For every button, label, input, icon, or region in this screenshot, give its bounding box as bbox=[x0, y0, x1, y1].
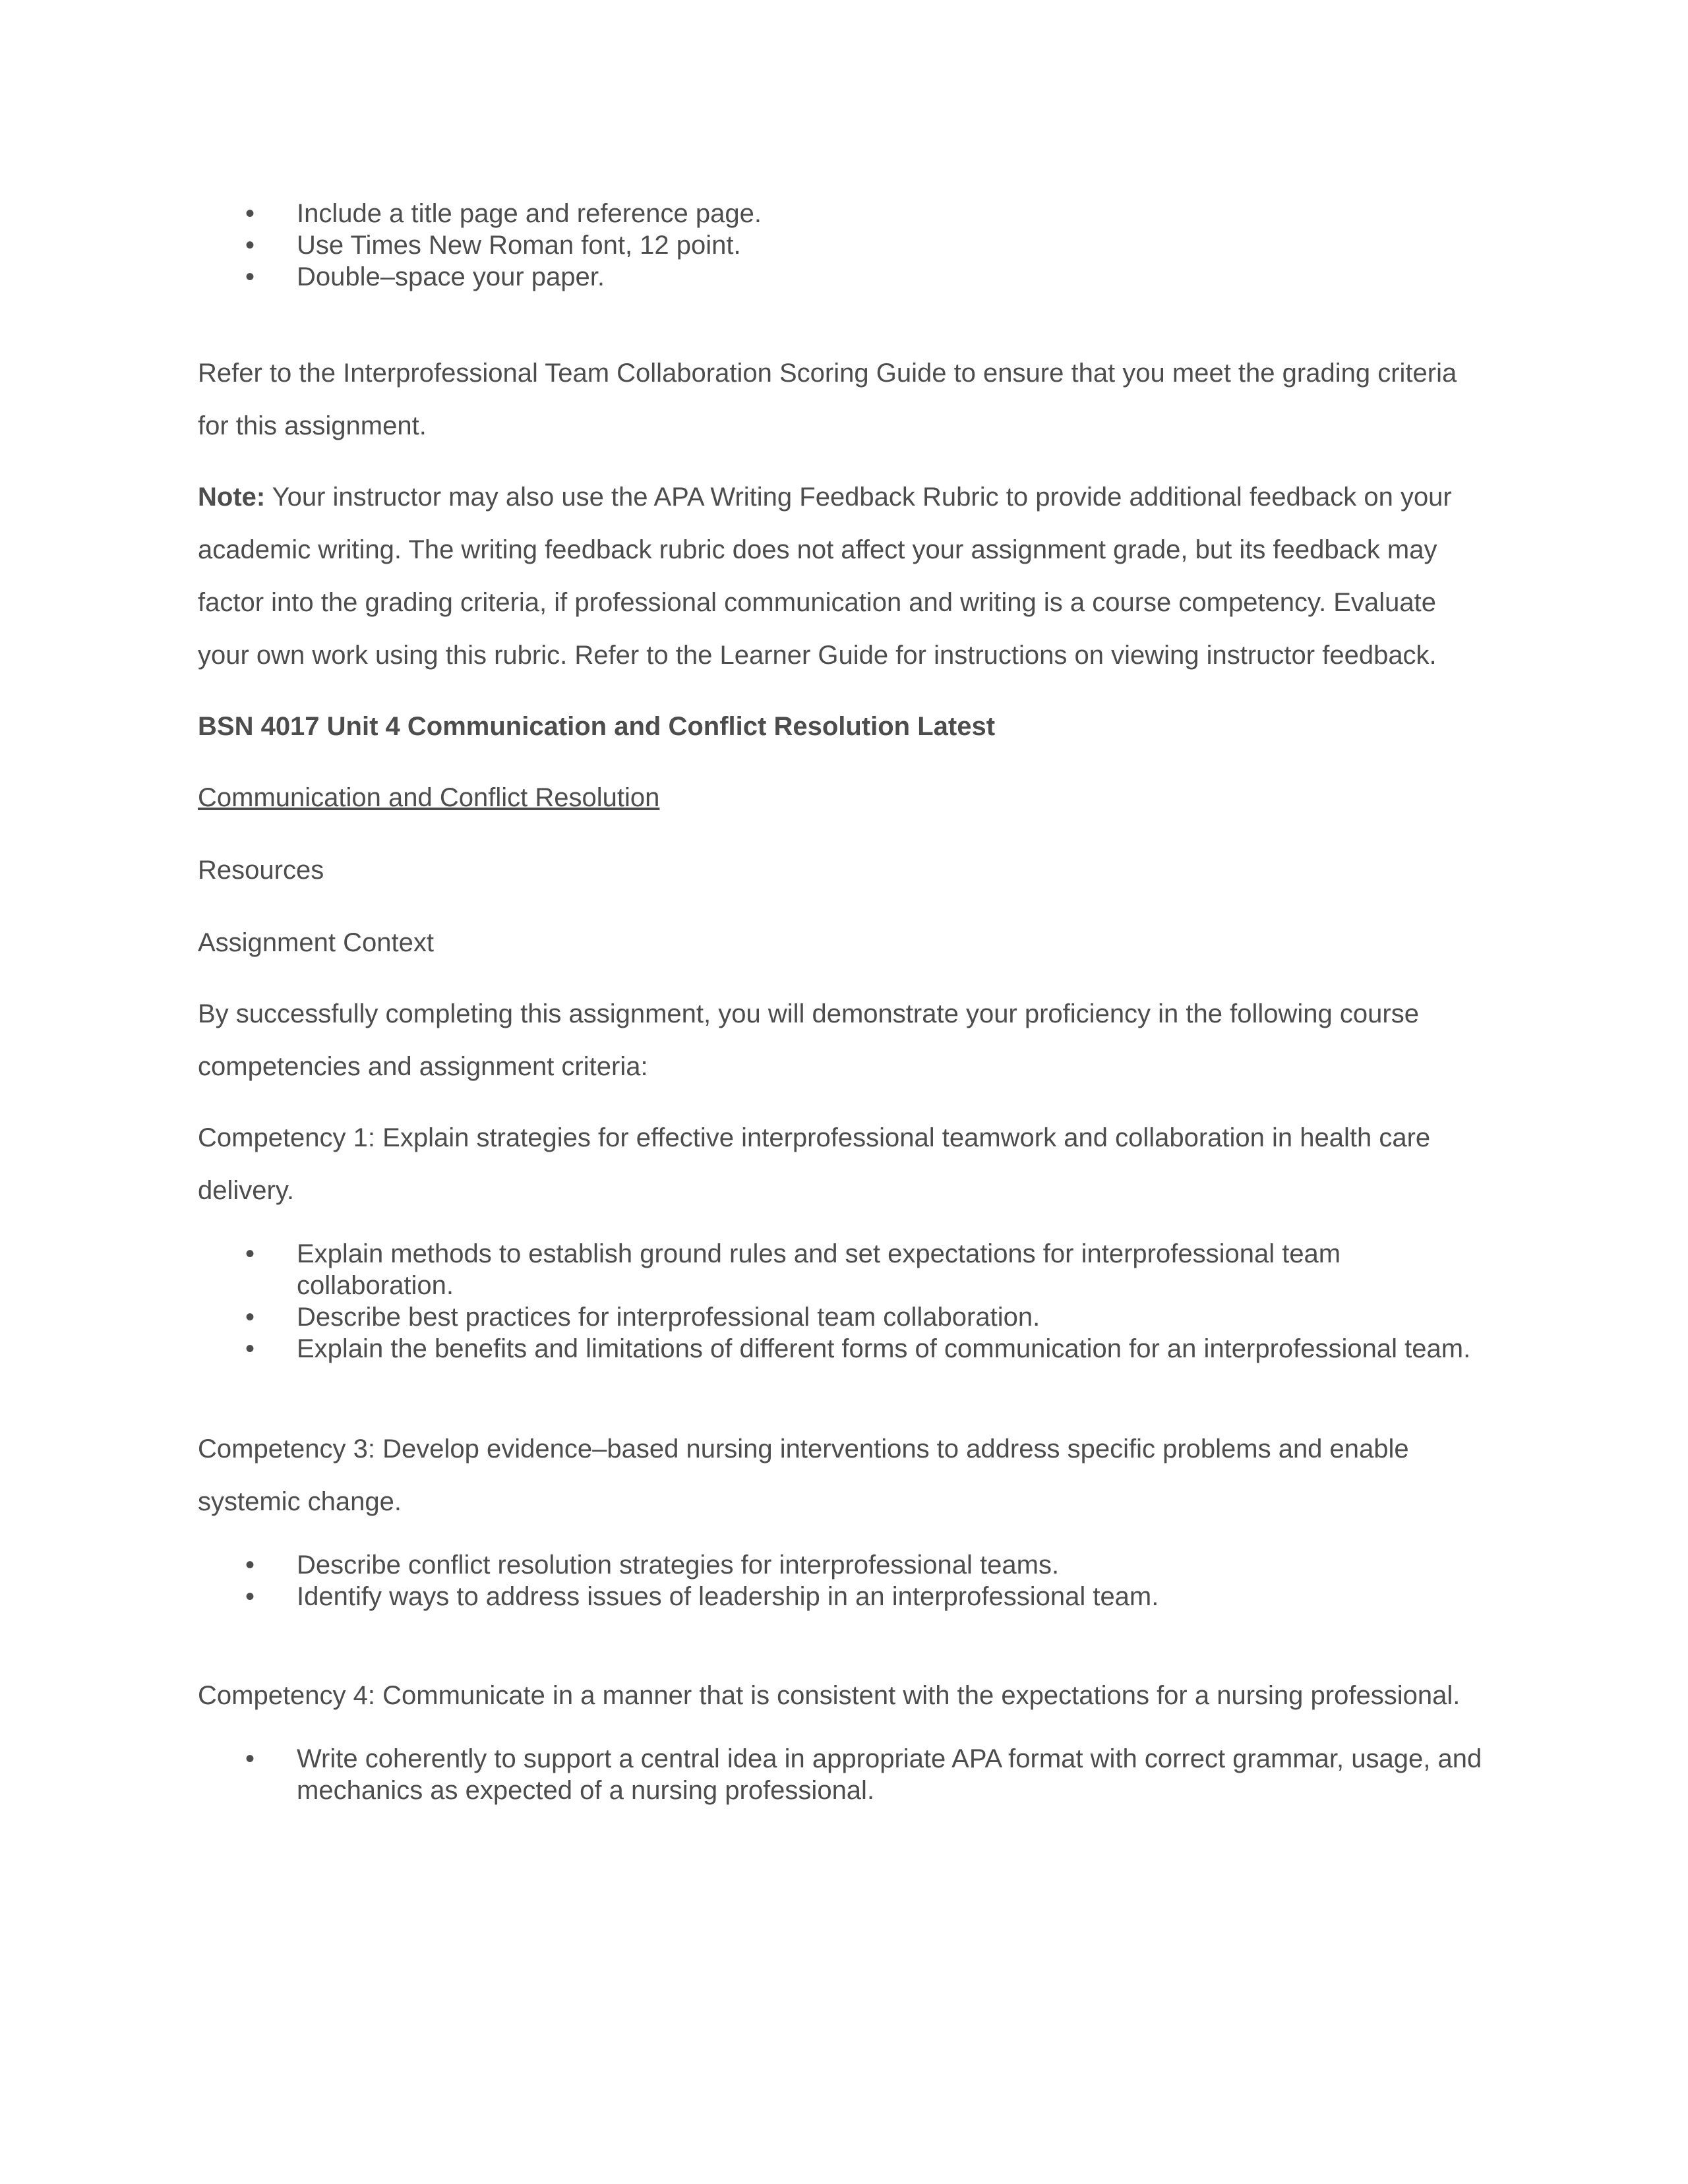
competency-3-title: Competency 3: Develop evidence–based nursing interventions to address specific problems and enable systemic change. bbox=[198, 1434, 1409, 1516]
section-heading: BSN 4017 Unit 4 Communication and Conflict Resolution Latest bbox=[198, 712, 996, 741]
competency-1-criteria bbox=[198, 1238, 1490, 1365]
list-item: • Include a title page and reference page. bbox=[198, 198, 1490, 229]
resources-label: Resources bbox=[198, 856, 324, 885]
intro-paragraph: By successfully completing this assignment, you will demonstrate your proficiency in the following course competencies and assignment criteria: bbox=[198, 999, 1419, 1081]
note-label: Note: bbox=[198, 483, 266, 512]
scoring-guide-paragraph: Refer to the Interprofessional Team Collaboration Scoring Guide to ensure that you meet the grading criteria for this assignment. bbox=[198, 359, 1457, 440]
list-item: • Write coherently to support a central idea in appropriate APA format with correct grammar, usage, and mechanics as expected of a nursing professional. bbox=[198, 1743, 1490, 1806]
list-item: • Identify ways to address issues of leadership in an interprofessional team. bbox=[198, 1581, 1490, 1612]
list-item: • Describe conflict resolution strategies for interprofessional teams. bbox=[198, 1549, 1490, 1581]
assignment-link-text[interactable]: Communication and Conflict Resolution bbox=[198, 783, 660, 812]
list-item: • Explain methods to establish ground rules and set expectations for interprofessional team collaboration. bbox=[198, 1238, 1490, 1301]
note-paragraph bbox=[198, 471, 1490, 682]
document-page bbox=[198, 0, 1490, 1806]
competency-4-criteria bbox=[198, 1743, 1490, 1806]
assignment-link[interactable] bbox=[198, 771, 1490, 824]
list-item: • Use Times New Roman font, 12 point. bbox=[198, 229, 1490, 261]
format-requirements-list bbox=[198, 198, 1490, 293]
list-item: • Explain the benefits and limitations of different forms of communication for an interprofessional team. bbox=[198, 1333, 1490, 1365]
note-text: Your instructor may also use the APA Writing Feedback Rubric to provide additional feedback on your academic writing. The writing feedback rubric does not affect your assignment grade, but its feedback may factor into the grading criteria, if professional communication and writing is a course competency. Evaluate your own work using this rubric. Refer to the Learner Guide for instructions on viewing instructor feedback. bbox=[198, 483, 1452, 670]
competency-4-title: Competency 4: Communicate in a manner that is consistent with the expectations for a nursing professional. bbox=[198, 1681, 1461, 1710]
competency-1-title: Competency 1: Explain strategies for effective interprofessional teamwork and collaboration in health care delivery. bbox=[198, 1123, 1431, 1205]
list-item: • Describe best practices for interprofessional team collaboration. bbox=[198, 1301, 1490, 1333]
competency-3-criteria bbox=[198, 1549, 1490, 1612]
assignment-context-label: Assignment Context bbox=[198, 928, 434, 957]
list-item: • Double–space your paper. bbox=[198, 261, 1490, 293]
